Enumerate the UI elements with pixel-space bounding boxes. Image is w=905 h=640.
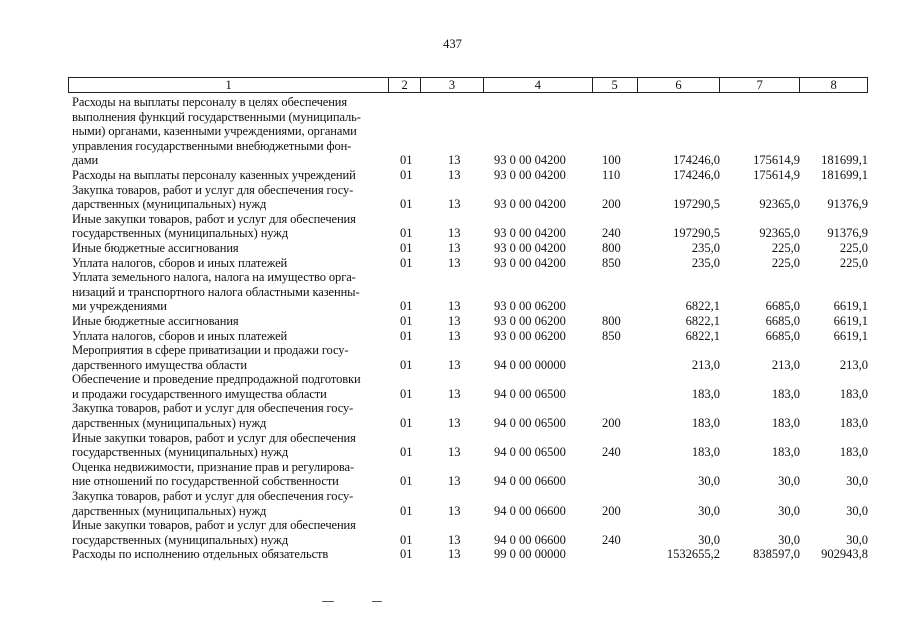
- row-description: Закупка товаров, работ и услуг для обеспечения госу- дарственных (муниципальных) нужд: [72, 489, 354, 518]
- row-subsection: 13: [448, 474, 461, 489]
- header-col-2: 2: [388, 78, 420, 92]
- row-expense-type: 100: [602, 153, 621, 168]
- table-row: [68, 241, 868, 256]
- row-amount-col8: 181699,1: [821, 153, 868, 168]
- row-target-code: 94 0 00 06500: [494, 416, 566, 431]
- row-expense-type: 240: [602, 226, 621, 241]
- row-amount-col8: 183,0: [839, 445, 868, 460]
- row-amount-col6: 30,0: [698, 474, 720, 489]
- table-row: [68, 489, 868, 518]
- table-row: [68, 270, 868, 314]
- row-expense-type: 200: [602, 197, 621, 212]
- row-description: Иные закупки товаров, работ и услуг для обеспечения государственных (муниципальных) нужд: [72, 518, 356, 547]
- table-row: [68, 95, 868, 168]
- row-subsection: 13: [448, 357, 461, 372]
- row-amount-col6: 30,0: [698, 532, 720, 547]
- row-target-code: 94 0 00 06600: [494, 503, 566, 518]
- table-row: [68, 256, 868, 271]
- row-target-code: 94 0 00 06500: [494, 386, 566, 401]
- row-amount-col7: 30,0: [778, 474, 800, 489]
- table-row: [68, 183, 868, 212]
- row-target-code: 93 0 00 04200: [494, 153, 566, 168]
- row-amount-col8: 181699,1: [821, 167, 868, 182]
- row-amount-col6: 197290,5: [673, 197, 720, 212]
- row-amount-col6: 174246,0: [673, 167, 720, 182]
- row-amount-col6: 183,0: [691, 386, 720, 401]
- header-col-4: 4: [483, 78, 592, 92]
- row-target-code: 93 0 00 06200: [494, 328, 566, 343]
- row-amount-col6: 235,0: [691, 240, 720, 255]
- row-subsection: 13: [448, 255, 461, 270]
- row-expense-type: 200: [602, 503, 621, 518]
- header-col-7: 7: [719, 78, 799, 92]
- row-amount-col8: 225,0: [839, 240, 868, 255]
- row-amount-col8: 225,0: [839, 255, 868, 270]
- row-amount-col6: 6822,1: [685, 328, 720, 343]
- row-amount-col6: 174246,0: [673, 153, 720, 168]
- row-expense-type: 800: [602, 240, 621, 255]
- table-row: [68, 460, 868, 489]
- row-amount-col8: 30,0: [846, 532, 868, 547]
- row-description: Обеспечение и проведение предпродажной подготовки и продажи государственного имущества области: [72, 372, 361, 401]
- row-amount-col6: 197290,5: [673, 226, 720, 241]
- row-section: 01: [400, 153, 413, 168]
- row-expense-type: 200: [602, 416, 621, 431]
- row-description: Расходы по исполнению отдельных обязательств: [72, 547, 329, 562]
- row-section: 01: [400, 386, 413, 401]
- row-amount-col8: 902943,8: [821, 547, 868, 562]
- row-amount-col7: 183,0: [771, 416, 800, 431]
- row-description: Иные бюджетные ассигнования: [72, 313, 239, 328]
- row-subsection: 13: [448, 299, 461, 314]
- row-description: Иные закупки товаров, работ и услуг для обеспечения государственных (муниципальных) нужд: [72, 211, 356, 241]
- row-amount-col7: 30,0: [778, 503, 800, 518]
- row-amount-col7: 175614,9: [753, 167, 800, 182]
- row-amount-col8: 183,0: [839, 386, 868, 401]
- row-section: 01: [400, 197, 413, 212]
- row-description: Расходы на выплаты персоналу казенных учреждений: [72, 167, 356, 182]
- row-target-code: 93 0 00 04200: [494, 255, 566, 270]
- row-target-code: 94 0 00 00000: [494, 357, 566, 372]
- header-col-6: 6: [637, 78, 720, 92]
- row-subsection: 13: [448, 153, 461, 168]
- row-amount-col8: 6619,1: [833, 313, 868, 328]
- row-section: 01: [400, 503, 413, 518]
- row-section: 01: [400, 167, 413, 182]
- row-amount-col7: 92365,0: [759, 197, 800, 212]
- row-subsection: 13: [448, 503, 461, 518]
- row-expense-type: 850: [602, 255, 621, 270]
- table-row: [68, 518, 868, 547]
- row-amount-col7: 225,0: [771, 240, 800, 255]
- row-target-code: 99 0 00 00000: [494, 547, 566, 562]
- row-section: 01: [400, 240, 413, 255]
- row-section: 01: [400, 445, 413, 460]
- row-amount-col8: 91376,9: [827, 197, 868, 212]
- row-amount-col6: 1532655,2: [666, 547, 720, 562]
- table-row: [68, 372, 868, 401]
- row-subsection: 13: [448, 445, 461, 460]
- row-amount-col7: 213,0: [771, 357, 800, 372]
- row-amount-col6: 213,0: [691, 357, 720, 372]
- row-expense-type: 240: [602, 445, 621, 460]
- row-target-code: 93 0 00 04200: [494, 197, 566, 212]
- row-subsection: 13: [448, 386, 461, 401]
- row-description: Мероприятия в сфере приватизации и продажи госу- дарственного имущества области: [72, 343, 349, 372]
- row-subsection: 13: [448, 328, 461, 343]
- header-col-3: 3: [420, 78, 483, 92]
- table-body: [68, 95, 868, 562]
- row-target-code: 93 0 00 04200: [494, 240, 566, 255]
- row-target-code: 94 0 00 06500: [494, 445, 566, 460]
- table-header-row: [68, 77, 868, 93]
- row-section: 01: [400, 416, 413, 431]
- row-section: 01: [400, 313, 413, 328]
- row-amount-col6: 183,0: [691, 445, 720, 460]
- row-amount-col7: 92365,0: [759, 226, 800, 241]
- row-description: Оценка недвижимости, признание прав и регулирова- ние отношений по государственной собственности: [72, 459, 355, 489]
- row-target-code: 94 0 00 06600: [494, 532, 566, 547]
- row-target-code: 93 0 00 06200: [494, 313, 566, 328]
- row-description: Уплата налогов, сборов и иных платежей: [72, 255, 288, 270]
- row-amount-col7: 183,0: [771, 386, 800, 401]
- row-amount-col8: 30,0: [846, 474, 868, 489]
- row-amount-col6: 183,0: [691, 416, 720, 431]
- row-amount-col7: 30,0: [778, 532, 800, 547]
- row-amount-col8: 213,0: [839, 357, 868, 372]
- row-subsection: 13: [448, 416, 461, 431]
- row-amount-col7: 6685,0: [765, 328, 800, 343]
- table-row: [68, 343, 868, 372]
- row-amount-col8: 6619,1: [833, 328, 868, 343]
- row-amount-col7: 175614,9: [753, 153, 800, 168]
- row-description: Иные закупки товаров, работ и услуг для обеспечения государственных (муниципальных) нужд: [72, 430, 356, 460]
- row-section: 01: [400, 299, 413, 314]
- row-expense-type: 850: [602, 328, 621, 343]
- row-amount-col6: 6822,1: [685, 313, 720, 328]
- row-section: 01: [400, 226, 413, 241]
- row-target-code: 93 0 00 06200: [494, 299, 566, 314]
- row-subsection: 13: [448, 226, 461, 241]
- table-row: [68, 314, 868, 329]
- scan-artifact: [372, 601, 382, 602]
- row-subsection: 13: [448, 197, 461, 212]
- row-section: 01: [400, 474, 413, 489]
- row-amount-col6: 6822,1: [685, 299, 720, 314]
- row-section: 01: [400, 532, 413, 547]
- table-row: [68, 547, 868, 562]
- table-row: [68, 401, 868, 430]
- row-amount-col8: 30,0: [846, 503, 868, 518]
- row-section: 01: [400, 547, 413, 562]
- row-description: Уплата налогов, сборов и иных платежей: [72, 328, 288, 343]
- row-expense-type: 110: [602, 167, 621, 182]
- table-row: [68, 431, 868, 460]
- row-description: Расходы на выплаты персоналу в целях обеспечения выполнения функций государственными (муниципаль- ными) органами, казенными учреждениями, органами управления государственными внебюджетными фон- дами: [72, 95, 361, 168]
- row-description: Закупка товаров, работ и услуг для обеспечения госу- дарственных (муниципальных) нужд: [72, 401, 354, 431]
- row-amount-col8: 91376,9: [827, 226, 868, 241]
- row-subsection: 13: [448, 532, 461, 547]
- row-description: Уплата земельного налога, налога на имущество орга- низаций и транспортного налога областными казенны- ми учреждениями: [72, 270, 360, 314]
- table-row: [68, 168, 868, 183]
- row-subsection: 13: [448, 547, 461, 562]
- row-subsection: 13: [448, 240, 461, 255]
- row-expense-type: 240: [602, 532, 621, 547]
- row-amount-col7: 6685,0: [765, 313, 800, 328]
- header-col-8: 8: [799, 78, 867, 92]
- row-section: 01: [400, 328, 413, 343]
- row-amount-col7: 225,0: [771, 255, 800, 270]
- row-subsection: 13: [448, 313, 461, 328]
- row-section: 01: [400, 357, 413, 372]
- scan-artifact: [322, 601, 334, 602]
- header-col-5: 5: [592, 78, 637, 92]
- budget-table: [68, 77, 868, 562]
- row-description: Иные бюджетные ассигнования: [72, 240, 239, 255]
- table-row: [68, 329, 868, 344]
- row-amount-col8: 183,0: [839, 416, 868, 431]
- row-target-code: 93 0 00 04200: [494, 226, 566, 241]
- row-description: Закупка товаров, работ и услуг для обеспечения госу- дарственных (муниципальных) нужд: [72, 182, 354, 212]
- header-col-1: 1: [225, 78, 232, 92]
- page-number: 437: [443, 37, 462, 51]
- row-target-code: 94 0 00 06600: [494, 474, 566, 489]
- row-amount-col6: 30,0: [698, 503, 720, 518]
- row-amount-col8: 6619,1: [833, 299, 868, 314]
- row-expense-type: 800: [602, 313, 621, 328]
- row-amount-col7: 6685,0: [765, 299, 800, 314]
- row-amount-col7: 183,0: [771, 445, 800, 460]
- row-target-code: 93 0 00 04200: [494, 167, 566, 182]
- row-subsection: 13: [448, 167, 461, 182]
- row-amount-col7: 838597,0: [753, 547, 800, 562]
- row-amount-col6: 235,0: [691, 255, 720, 270]
- row-section: 01: [400, 255, 413, 270]
- table-row: [68, 212, 868, 241]
